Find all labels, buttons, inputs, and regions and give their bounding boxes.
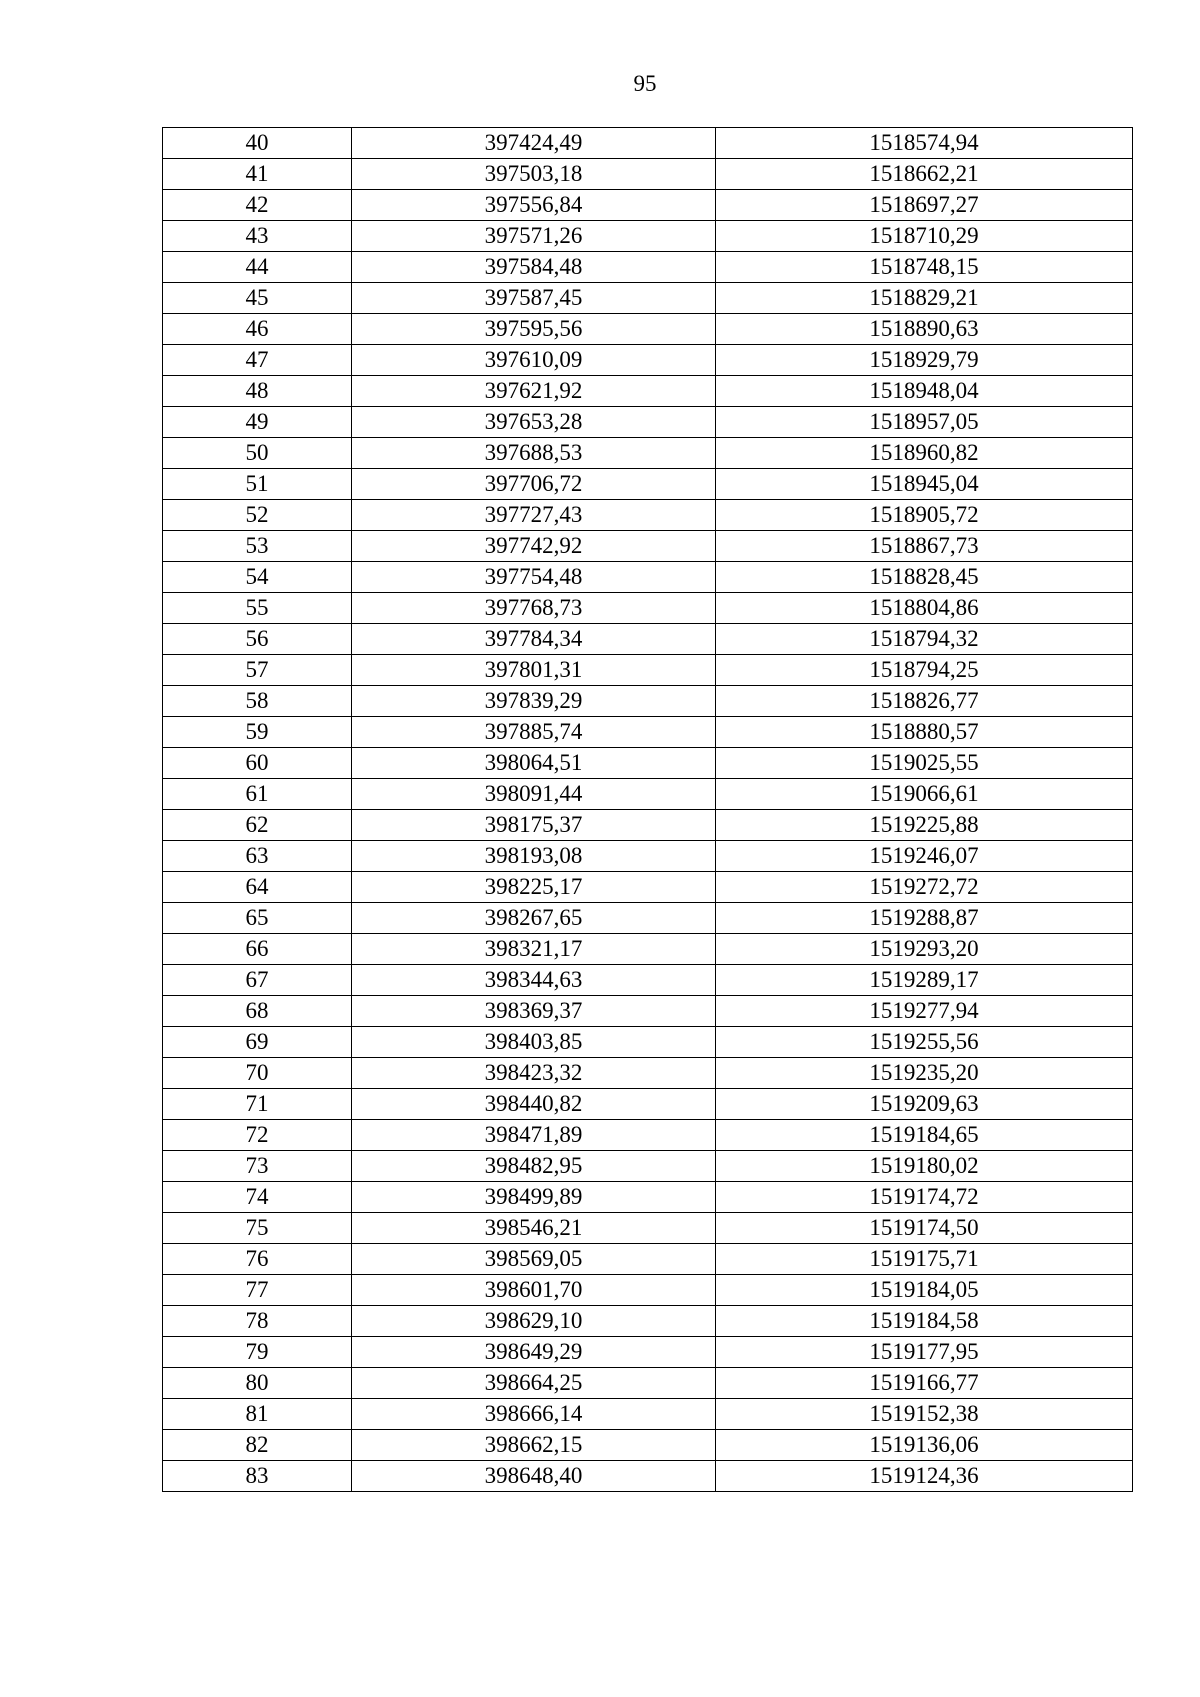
table-row [163,934,1133,965]
point-number-cell: 59 [163,717,352,748]
table-row [163,221,1133,252]
y-coordinate-cell: 1519175,71 [716,1244,1133,1275]
point-number-cell: 83 [163,1461,352,1492]
y-coordinate-cell: 1518697,27 [716,190,1133,221]
y-coordinate-cell: 1519066,61 [716,779,1133,810]
point-number-cell: 49 [163,407,352,438]
x-coordinate-cell: 398648,40 [352,1461,716,1492]
y-coordinate-cell: 1518880,57 [716,717,1133,748]
table-row [163,159,1133,190]
point-number-cell: 63 [163,841,352,872]
x-coordinate-cell: 398482,95 [352,1151,716,1182]
point-number-cell: 70 [163,1058,352,1089]
point-number-cell: 61 [163,779,352,810]
table-row [163,1430,1133,1461]
table-row [163,1368,1133,1399]
x-coordinate-cell: 397754,48 [352,562,716,593]
point-number-cell: 62 [163,810,352,841]
y-coordinate-cell: 1519184,05 [716,1275,1133,1306]
point-number-cell: 54 [163,562,352,593]
table-row [163,624,1133,655]
x-coordinate-cell: 397706,72 [352,469,716,500]
table-row [163,1337,1133,1368]
table-row [163,190,1133,221]
x-coordinate-cell: 398666,14 [352,1399,716,1430]
y-coordinate-cell: 1519272,72 [716,872,1133,903]
y-coordinate-cell: 1518960,82 [716,438,1133,469]
y-coordinate-cell: 1519235,20 [716,1058,1133,1089]
x-coordinate-cell: 397621,92 [352,376,716,407]
table-row [163,1151,1133,1182]
x-coordinate-cell: 398403,85 [352,1027,716,1058]
table-row [163,717,1133,748]
point-number-cell: 77 [163,1275,352,1306]
point-number-cell: 72 [163,1120,352,1151]
table-row [163,1244,1133,1275]
x-coordinate-cell: 397587,45 [352,283,716,314]
y-coordinate-cell: 1518662,21 [716,159,1133,190]
table-row [163,407,1133,438]
table-row [163,1182,1133,1213]
table-row [163,1120,1133,1151]
y-coordinate-cell: 1519184,58 [716,1306,1133,1337]
x-coordinate-cell: 398175,37 [352,810,716,841]
x-coordinate-cell: 398267,65 [352,903,716,934]
table-row [163,1058,1133,1089]
point-number-cell: 46 [163,314,352,345]
table-row [163,345,1133,376]
point-number-cell: 51 [163,469,352,500]
table-row [163,903,1133,934]
x-coordinate-cell: 397727,43 [352,500,716,531]
point-number-cell: 55 [163,593,352,624]
point-number-cell: 75 [163,1213,352,1244]
y-coordinate-cell: 1518829,21 [716,283,1133,314]
x-coordinate-cell: 397768,73 [352,593,716,624]
point-number-cell: 57 [163,655,352,686]
coordinates-table [162,127,1133,1492]
y-coordinate-cell: 1519225,88 [716,810,1133,841]
table-row [163,376,1133,407]
x-coordinate-cell: 397610,09 [352,345,716,376]
point-number-cell: 76 [163,1244,352,1275]
y-coordinate-cell: 1519166,77 [716,1368,1133,1399]
point-number-cell: 82 [163,1430,352,1461]
table-row [163,686,1133,717]
x-coordinate-cell: 397742,92 [352,531,716,562]
x-coordinate-cell: 397556,84 [352,190,716,221]
point-number-cell: 66 [163,934,352,965]
point-number-cell: 41 [163,159,352,190]
point-number-cell: 78 [163,1306,352,1337]
point-number-cell: 58 [163,686,352,717]
y-coordinate-cell: 1518948,04 [716,376,1133,407]
y-coordinate-cell: 1519246,07 [716,841,1133,872]
table-row [163,1461,1133,1492]
y-coordinate-cell: 1518929,79 [716,345,1133,376]
y-coordinate-cell: 1518945,04 [716,469,1133,500]
table-row [163,748,1133,779]
x-coordinate-cell: 397424,49 [352,128,716,159]
y-coordinate-cell: 1519277,94 [716,996,1133,1027]
table-row [163,1027,1133,1058]
point-number-cell: 60 [163,748,352,779]
y-coordinate-cell: 1518828,45 [716,562,1133,593]
y-coordinate-cell: 1518867,73 [716,531,1133,562]
table-row [163,469,1133,500]
point-number-cell: 45 [163,283,352,314]
point-number-cell: 67 [163,965,352,996]
point-number-cell: 50 [163,438,352,469]
y-coordinate-cell: 1519209,63 [716,1089,1133,1120]
table-row [163,1399,1133,1430]
point-number-cell: 81 [163,1399,352,1430]
table-row [163,531,1133,562]
y-coordinate-cell: 1518794,25 [716,655,1133,686]
table-row [163,996,1133,1027]
y-coordinate-cell: 1519174,72 [716,1182,1133,1213]
x-coordinate-cell: 398569,05 [352,1244,716,1275]
y-coordinate-cell: 1518890,63 [716,314,1133,345]
y-coordinate-cell: 1518574,94 [716,128,1133,159]
table-row [163,1213,1133,1244]
table-row [163,438,1133,469]
y-coordinate-cell: 1518826,77 [716,686,1133,717]
point-number-cell: 65 [163,903,352,934]
table-row [163,1275,1133,1306]
x-coordinate-cell: 398601,70 [352,1275,716,1306]
y-coordinate-cell: 1518794,32 [716,624,1133,655]
point-number-cell: 52 [163,500,352,531]
y-coordinate-cell: 1519174,50 [716,1213,1133,1244]
y-coordinate-cell: 1519124,36 [716,1461,1133,1492]
y-coordinate-cell: 1518905,72 [716,500,1133,531]
table-row [163,810,1133,841]
table-row [163,1306,1133,1337]
x-coordinate-cell: 398546,21 [352,1213,716,1244]
point-number-cell: 64 [163,872,352,903]
point-number-cell: 79 [163,1337,352,1368]
y-coordinate-cell: 1518748,15 [716,252,1133,283]
point-number-cell: 74 [163,1182,352,1213]
point-number-cell: 48 [163,376,352,407]
table-row [163,500,1133,531]
y-coordinate-cell: 1519184,65 [716,1120,1133,1151]
x-coordinate-cell: 398499,89 [352,1182,716,1213]
table-row [163,128,1133,159]
point-number-cell: 68 [163,996,352,1027]
point-number-cell: 43 [163,221,352,252]
x-coordinate-cell: 397801,31 [352,655,716,686]
x-coordinate-cell: 398193,08 [352,841,716,872]
table-row [163,655,1133,686]
point-number-cell: 53 [163,531,352,562]
table-row [163,314,1133,345]
x-coordinate-cell: 397688,53 [352,438,716,469]
table-row [163,1089,1133,1120]
y-coordinate-cell: 1519152,38 [716,1399,1133,1430]
point-number-cell: 71 [163,1089,352,1120]
point-number-cell: 56 [163,624,352,655]
x-coordinate-cell: 397595,56 [352,314,716,345]
point-number-cell: 44 [163,252,352,283]
y-coordinate-cell: 1518710,29 [716,221,1133,252]
x-coordinate-cell: 397784,34 [352,624,716,655]
point-number-cell: 80 [163,1368,352,1399]
point-number-cell: 42 [163,190,352,221]
y-coordinate-cell: 1519136,06 [716,1430,1133,1461]
x-coordinate-cell: 397571,26 [352,221,716,252]
x-coordinate-cell: 397503,18 [352,159,716,190]
table-row [163,593,1133,624]
y-coordinate-cell: 1519180,02 [716,1151,1133,1182]
coordinates-table-body [163,128,1133,1492]
x-coordinate-cell: 398471,89 [352,1120,716,1151]
y-coordinate-cell: 1519177,95 [716,1337,1133,1368]
page-number: 95 [633,71,657,96]
x-coordinate-cell: 398649,29 [352,1337,716,1368]
table-row [163,252,1133,283]
y-coordinate-cell: 1519293,20 [716,934,1133,965]
table-row [163,779,1133,810]
x-coordinate-cell: 397885,74 [352,717,716,748]
table-row [163,872,1133,903]
x-coordinate-cell: 398225,17 [352,872,716,903]
y-coordinate-cell: 1519288,87 [716,903,1133,934]
point-number-cell: 69 [163,1027,352,1058]
y-coordinate-cell: 1519025,55 [716,748,1133,779]
table-row [163,841,1133,872]
point-number-cell: 40 [163,128,352,159]
y-coordinate-cell: 1518804,86 [716,593,1133,624]
x-coordinate-cell: 397839,29 [352,686,716,717]
point-number-cell: 47 [163,345,352,376]
x-coordinate-cell: 398064,51 [352,748,716,779]
table-row [163,562,1133,593]
x-coordinate-cell: 398091,44 [352,779,716,810]
table-row [163,965,1133,996]
y-coordinate-cell: 1518957,05 [716,407,1133,438]
x-coordinate-cell: 398369,37 [352,996,716,1027]
x-coordinate-cell: 397584,48 [352,252,716,283]
x-coordinate-cell: 398629,10 [352,1306,716,1337]
x-coordinate-cell: 398440,82 [352,1089,716,1120]
x-coordinate-cell: 398321,17 [352,934,716,965]
table-row [163,283,1133,314]
y-coordinate-cell: 1519289,17 [716,965,1133,996]
x-coordinate-cell: 398344,63 [352,965,716,996]
x-coordinate-cell: 398664,25 [352,1368,716,1399]
x-coordinate-cell: 398423,32 [352,1058,716,1089]
x-coordinate-cell: 398662,15 [352,1430,716,1461]
x-coordinate-cell: 397653,28 [352,407,716,438]
y-coordinate-cell: 1519255,56 [716,1027,1133,1058]
point-number-cell: 73 [163,1151,352,1182]
